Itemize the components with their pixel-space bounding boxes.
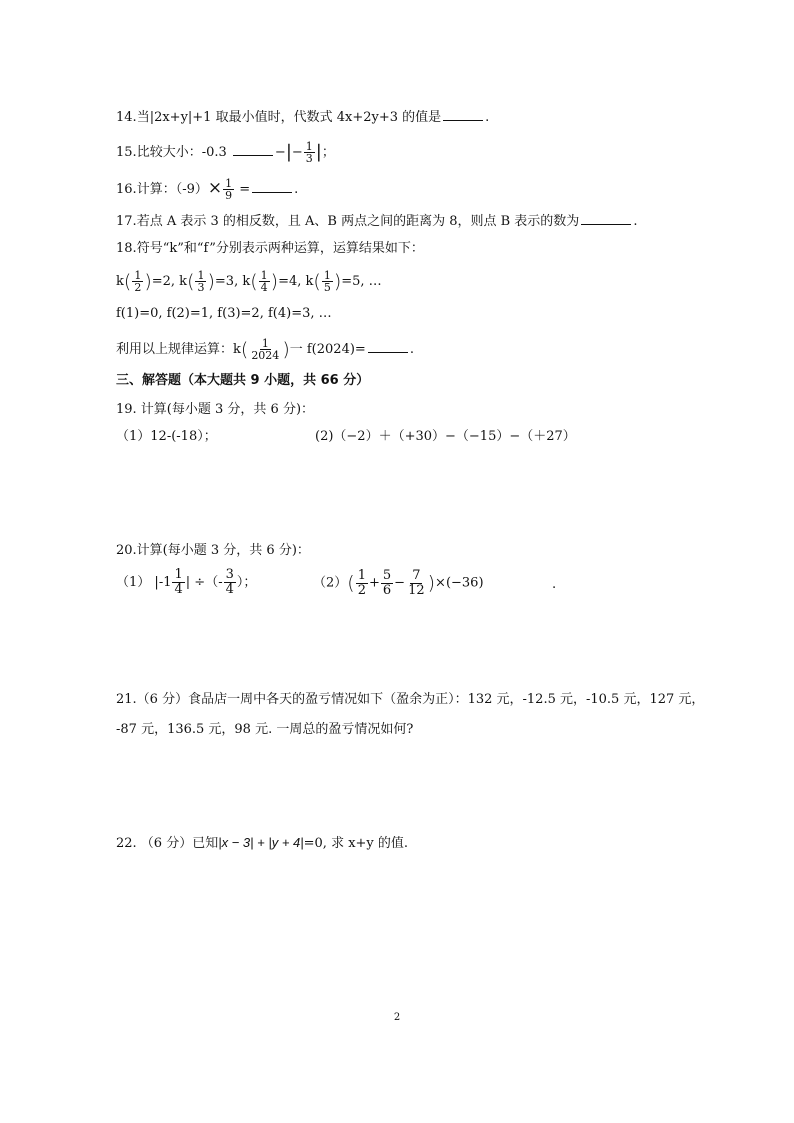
fraction-three-quarters: [224, 568, 236, 597]
question-20: [116, 542, 310, 560]
paren: ): [282, 338, 290, 361]
page-number: 2: [393, 1012, 401, 1023]
fraction-one-third: [304, 141, 315, 164]
result: =4,: [278, 274, 302, 289]
result: =3,: [214, 274, 239, 289]
part-end: ×(−36): [435, 575, 484, 591]
result: =2,: [151, 274, 176, 289]
fraction-one-ninth: [223, 178, 234, 201]
question-text: 当|2x+y|+1 取最小值时，代数式 4x+2y+3 的值是: [136, 110, 442, 125]
math-expression: |x − 3| + |y + 4|: [218, 835, 304, 850]
fraction-five-sixths: [381, 569, 393, 598]
minus-sign: −: [394, 575, 406, 591]
k-example: [242, 269, 302, 294]
result: =5, …: [341, 274, 382, 289]
numerator: 7: [412, 567, 421, 583]
numerator: 1: [260, 269, 268, 282]
paren: (: [240, 338, 249, 361]
question-text-end: =0, 求 x+y 的值.: [303, 836, 409, 851]
minus-sign: −: [274, 145, 286, 160]
denominator: 3: [197, 281, 205, 294]
question-21-line1: [116, 691, 704, 709]
k-symbol: k: [116, 274, 124, 289]
denominator: 4: [225, 582, 234, 597]
k-symbol: k: [179, 274, 188, 289]
question-number: 14.: [116, 110, 137, 125]
denominator: 4: [260, 281, 268, 294]
q20-part2: [313, 568, 484, 599]
abs-bar-right: |: [315, 141, 322, 163]
part-label: （2）: [313, 575, 348, 591]
punctuation: .: [485, 110, 490, 125]
numerator: 1: [261, 337, 269, 350]
paren: ): [333, 270, 342, 293]
equals-sign: =: [239, 182, 251, 197]
part-label: （1）: [116, 575, 151, 590]
denominator: 2024: [251, 349, 280, 362]
numerator: 3: [225, 567, 234, 582]
dot: .: [552, 577, 557, 592]
question-text: 21.（6 分）食品店一周中各天的盈亏情况如下（盈余为正）：132 元，-12.5 元，-10.5 元，127 元，: [116, 692, 705, 707]
question-number: 17.: [116, 214, 137, 229]
question-19: [116, 401, 314, 419]
section-title: 三、解答题（本大题共 9 小题，共 66 分）: [116, 373, 370, 388]
fraction-one-half: [356, 569, 368, 598]
denominator: 2: [357, 582, 366, 598]
fraction: [195, 270, 206, 293]
answer-blank: [581, 212, 631, 225]
numerator: 1: [174, 567, 183, 582]
paren: (: [187, 270, 195, 293]
question-title: 20.计算(每小题 3 分，共 6 分)：: [116, 543, 310, 558]
whole-number: -1: [158, 575, 172, 590]
part-1-text: （1）12-(-18）；: [116, 429, 217, 444]
question-14: [116, 108, 489, 127]
section-heading: [116, 372, 369, 390]
f-examples-text: f(1)=0, f(2)=1, f(3)=2, f(4)=3, …: [116, 306, 332, 321]
paren: ): [144, 270, 152, 293]
k-symbol: k: [305, 274, 314, 289]
question-number: 15.: [116, 145, 137, 160]
rule-text: 利用以上规律运算：k: [116, 342, 241, 357]
punctuation: .: [409, 342, 414, 357]
question-text: 计算：（-9）: [136, 182, 208, 197]
abs-bar-left: |: [285, 141, 292, 163]
paren: ): [270, 270, 279, 293]
question-22: [116, 834, 408, 853]
question-title: 19. 计算(每小题 3 分，共 6 分)：: [116, 402, 315, 417]
minus-sign: −: [291, 145, 303, 160]
answer-blank: [443, 108, 483, 121]
question-text: 22. （6 分）已知: [116, 836, 219, 851]
denominator: 9: [225, 189, 233, 202]
k-operation-examples: [116, 270, 382, 293]
k-symbol: k: [242, 274, 251, 289]
numerator: 1: [323, 269, 331, 282]
fraction: [322, 270, 333, 293]
abs-bar-right: |: [185, 575, 191, 590]
answer-blank: [233, 143, 273, 156]
question-text: -87 元，136.5 元，98 元. 一周总的盈亏情况如何?: [116, 722, 414, 737]
fraction-one-quarter: [172, 568, 184, 597]
question-17: [116, 212, 637, 231]
numerator: 5: [382, 567, 392, 583]
denominator: 12: [408, 582, 425, 598]
fraction: [259, 270, 270, 293]
k-example: [305, 269, 382, 294]
plus-sign: +: [368, 575, 380, 591]
paren: ): [427, 572, 436, 594]
answer-blank: [252, 180, 292, 193]
denominator: 5: [323, 281, 331, 294]
fraction: [132, 270, 143, 293]
divide-text: ÷（-: [194, 575, 223, 590]
denominator: 6: [382, 582, 392, 598]
rule-calculation: [116, 338, 414, 361]
denominator: 3: [305, 152, 313, 165]
q20-part1: [116, 568, 256, 598]
numerator: 1: [305, 140, 313, 153]
fraction-seven-twelfths: [406, 569, 427, 598]
punctuation: ；: [321, 145, 335, 160]
question-21-line2: [116, 721, 413, 739]
numerator: 1: [134, 269, 142, 282]
abs-bar-left: |: [154, 575, 159, 590]
answer-blank: [368, 340, 408, 353]
punctuation: .: [633, 214, 638, 229]
rule-text-end: 一 f(2024)=: [289, 342, 366, 357]
paren: (: [347, 572, 355, 594]
denominator: 4: [174, 582, 183, 597]
times-sign: ×: [207, 178, 223, 198]
paren: (: [123, 270, 132, 293]
numerator: 1: [225, 177, 233, 190]
numerator: 1: [197, 269, 205, 282]
q19-part2: [315, 428, 576, 446]
question-number: 16.: [116, 182, 137, 197]
paren: (: [250, 270, 258, 293]
part-end: ）；: [236, 575, 257, 590]
question-number: 18.: [116, 241, 137, 256]
paren: ): [207, 270, 215, 293]
punctuation: .: [294, 182, 299, 197]
question-text: 若点 A 表示 3 的相反数，且 A、B 两点之间的距离为 8，则点 B 表示的数为: [136, 214, 580, 229]
fraction-1-2024: [249, 338, 281, 361]
part-2-text: (2)（−2）＋（+30）−（−15）−（＋27）: [315, 429, 576, 444]
k-example: [179, 269, 239, 294]
question-16: [116, 178, 298, 201]
question-text: 符号“k”和“f”分别表示两种运算，运算结果如下：: [136, 241, 424, 256]
denominator: 2: [134, 281, 142, 294]
question-text: 比较大小：-0.3: [136, 145, 227, 160]
numerator: 1: [357, 567, 366, 583]
question-15: [116, 141, 335, 164]
k-example: [116, 269, 176, 294]
paren: (: [313, 270, 321, 293]
question-18: [116, 240, 424, 258]
q19-part1: [116, 428, 217, 446]
f-operation-examples: [116, 305, 332, 323]
stray-dot: [552, 576, 556, 594]
